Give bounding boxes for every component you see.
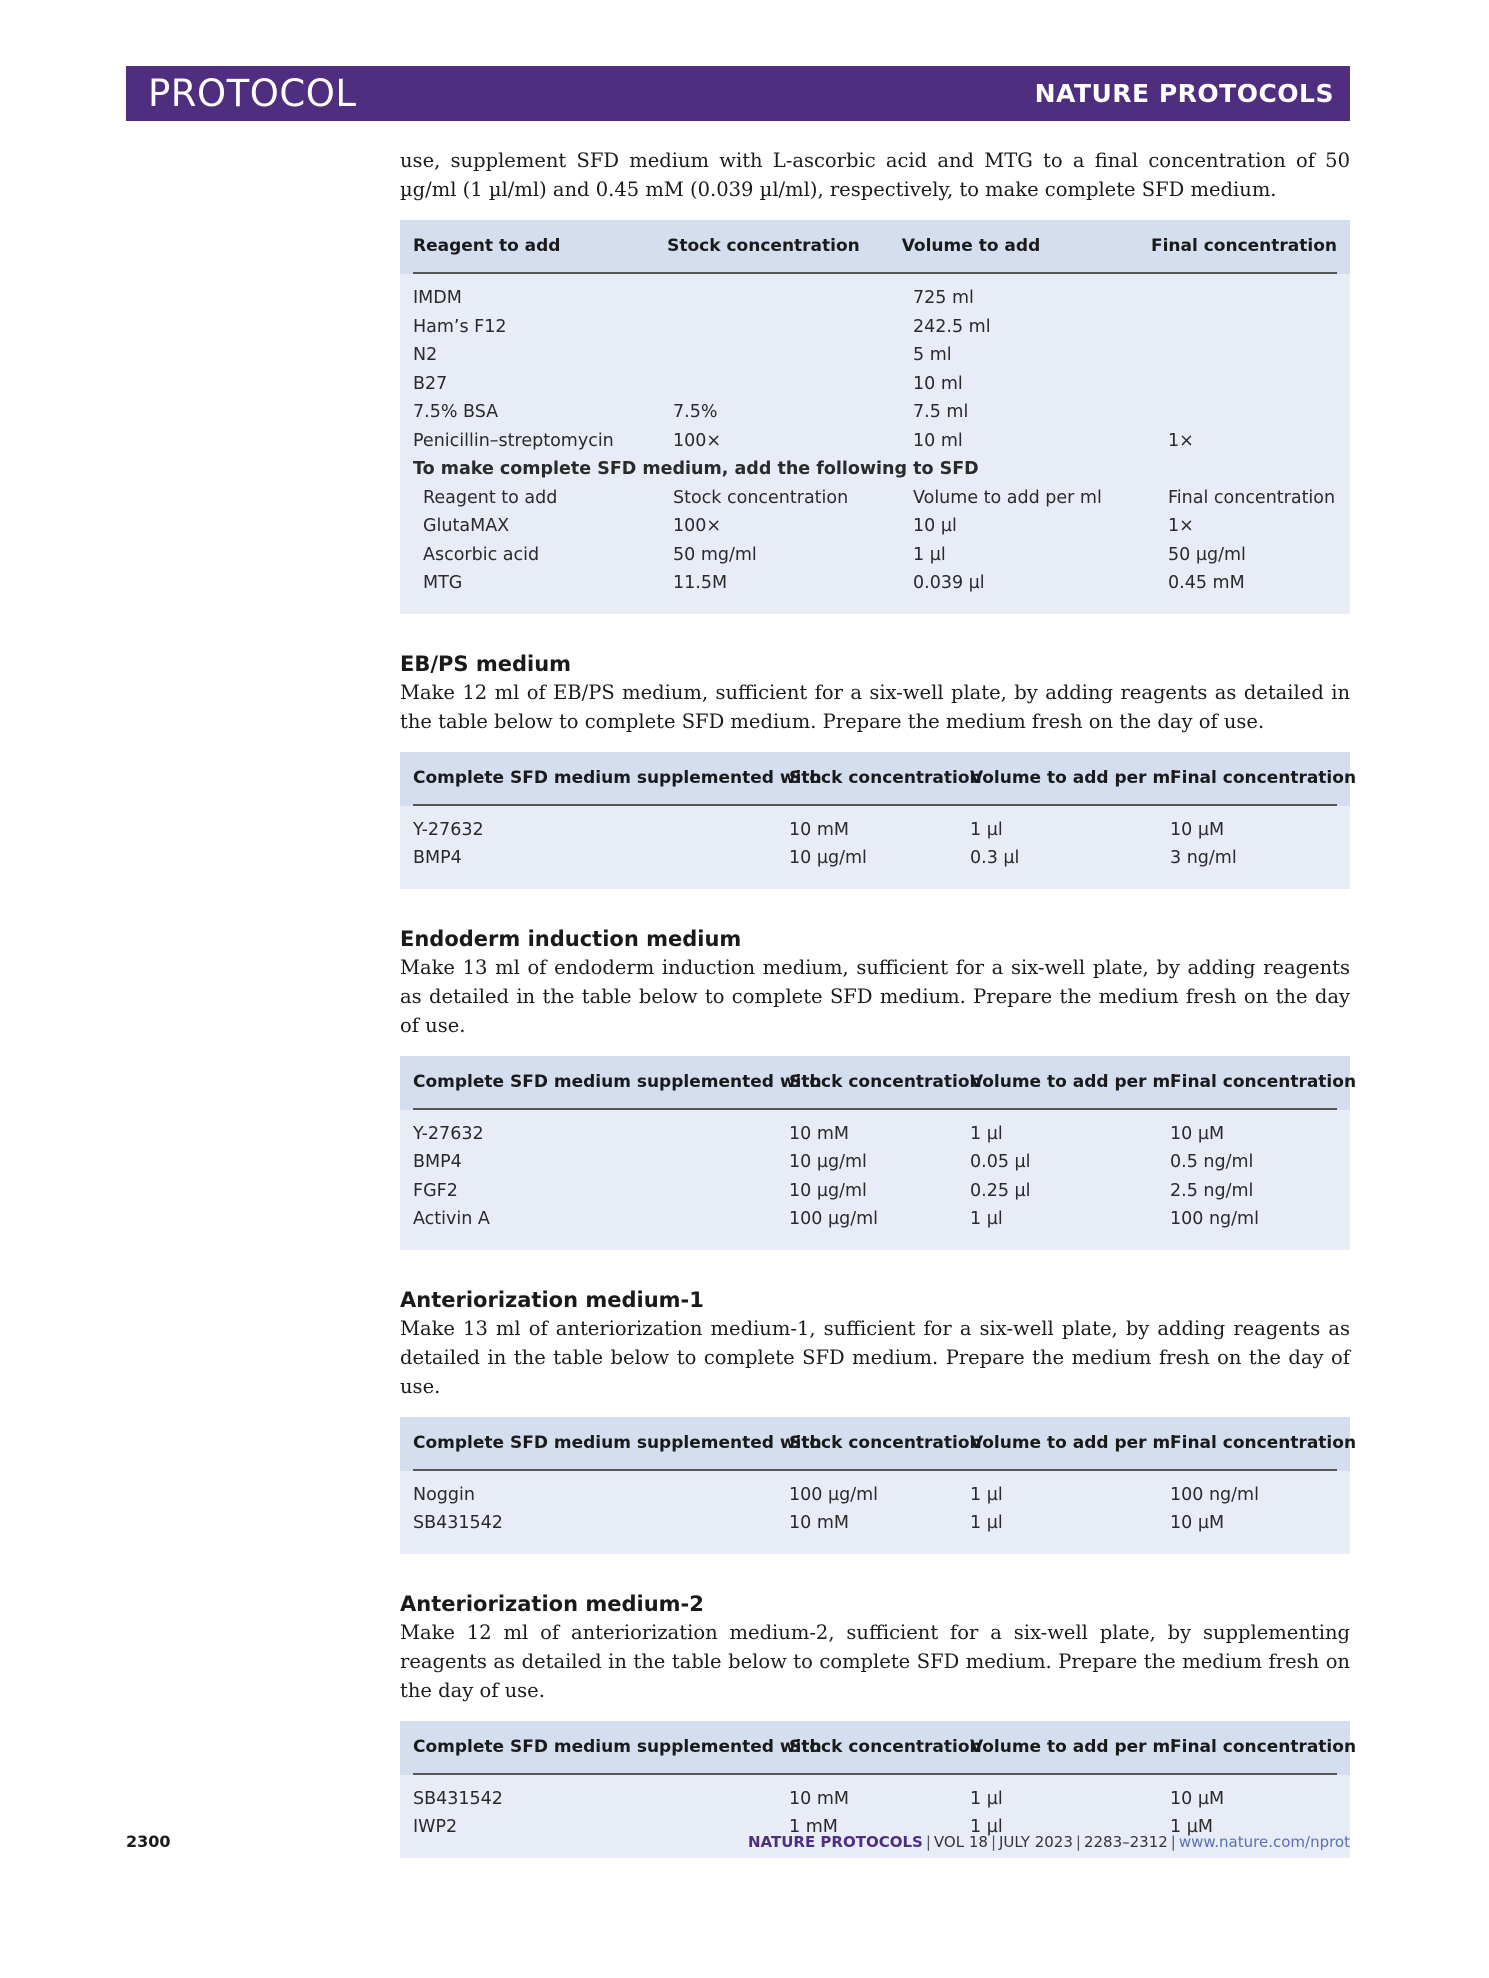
table-cell: 2.5 ng/ml — [1170, 1180, 1254, 1201]
footer-volume: VOL 18 — [933, 1832, 988, 1851]
column-header: Final concentration — [1170, 1736, 1357, 1757]
table-cell: 10 µl — [913, 516, 957, 537]
table-cell: BMP4 — [413, 1152, 462, 1173]
footer-url-link[interactable]: www.nature.com/nprot — [1178, 1832, 1350, 1851]
table-cell: Final concentration — [1168, 487, 1336, 508]
table-header — [400, 1721, 1357, 1775]
table-cell: 7.5% BSA — [413, 402, 499, 423]
table-cell: Y-27632 — [413, 819, 484, 840]
section-paragraph: Make 13 ml of endoderm induction medium, sufficient for a six-well plate, by adding reagents as detailed in the table below to complete SFD medium. Prepare the medium fresh on the day of use. — [400, 955, 1350, 1037]
sub-header-row — [413, 484, 1337, 513]
intro-paragraph: use, supplement SFD medium with L-ascorbic acid and MTG to a final concentration of 50 µg/ml (1 µl/ml) and 0.45 mM (0.039 µl/ml), respectively, to make complete SFD medium. — [400, 149, 1350, 201]
table-cell: 242.5 ml — [913, 316, 991, 337]
column-header: Volume to add — [901, 236, 1041, 256]
section-title: EB/PS medium — [400, 651, 572, 676]
table-cell: 7.5 ml — [913, 402, 969, 423]
table-cell: Ascorbic acid — [423, 544, 540, 565]
table-row — [413, 816, 1337, 845]
table-row — [413, 1481, 1337, 1510]
table-cell: 3 ng/ml — [1170, 848, 1237, 869]
table-cell: FGF2 — [413, 1180, 458, 1201]
table-header — [400, 1417, 1357, 1471]
table-row — [413, 569, 1337, 598]
table-cell: 1 µl — [970, 1817, 1003, 1838]
table-cell: Ham’s F12 — [413, 316, 507, 337]
table-cell: 10 µM — [1170, 1513, 1225, 1534]
column-header: Volume to add per ml — [970, 1736, 1176, 1757]
column-header: Complete SFD medium supplemented with — [413, 1432, 822, 1453]
table-cell: 10 mM — [789, 1123, 849, 1144]
table-cell: 10 µM — [1170, 1123, 1225, 1144]
table-cell: 1 mM — [789, 1817, 838, 1838]
table-row — [413, 1120, 1337, 1149]
table-cell: 1 µM — [1170, 1817, 1213, 1838]
table-header — [400, 220, 1350, 274]
table-cell: SB431542 — [413, 1788, 503, 1809]
table-cell: 100 ng/ml — [1170, 1484, 1259, 1505]
table-cell: 100 µg/ml — [789, 1209, 879, 1230]
table-cell: Stock concentration — [673, 487, 849, 508]
table-cell: 10 µg/ml — [789, 1152, 867, 1173]
table-cell: BMP4 — [413, 848, 462, 869]
table-cell: 7.5% — [673, 402, 718, 423]
table-row — [413, 284, 1337, 313]
table-cell: 11.5M — [673, 573, 728, 594]
supplement-table — [400, 1417, 1357, 1554]
table-cell: Noggin — [413, 1484, 475, 1505]
article-type-label: PROTOCOL — [148, 72, 357, 115]
table-cell: 100× — [673, 516, 722, 537]
table-row — [413, 512, 1337, 541]
table-row — [413, 1205, 1337, 1234]
table-cell: 0.5 ng/ml — [1170, 1152, 1254, 1173]
table-cell: 0.3 µl — [970, 848, 1020, 869]
table-cell: 10 mM — [789, 1513, 849, 1534]
table-cell: 10 ml — [913, 373, 963, 394]
table-cell: 100× — [673, 430, 722, 451]
medium-section — [400, 925, 1357, 1250]
table-cell: 1 µl — [970, 819, 1003, 840]
table-cell: 1× — [1168, 430, 1194, 451]
supplement-table — [400, 752, 1357, 889]
table-cell: Y-27632 — [413, 1123, 484, 1144]
main-content — [400, 146, 1357, 1858]
column-header: Stock concentration — [667, 236, 860, 256]
table-cell: Volume to add per ml — [913, 487, 1102, 508]
section-paragraph: Make 13 ml of anteriorization medium-1, sufficient for a six-well plate, by adding reagents as detailed in the table below to complete SFD medium. Prepare the medium fresh on the day of use. — [400, 1316, 1350, 1398]
column-header: Reagent to add — [413, 236, 561, 256]
table-cell: 100 ng/ml — [1170, 1209, 1259, 1230]
medium-section — [400, 650, 1357, 889]
journal-name-label: NATURE PROTOCOLS — [1034, 79, 1334, 108]
table-row — [413, 313, 1337, 342]
table-body — [413, 274, 1337, 598]
table-cell: 1× — [1168, 516, 1194, 537]
table-row — [413, 541, 1337, 570]
table-cell: 0.05 µl — [970, 1152, 1031, 1173]
section-title: Anteriorization medium-2 — [400, 1591, 704, 1616]
column-header: Complete SFD medium supplemented with — [413, 1071, 822, 1092]
table-cell: 0.039 µl — [913, 573, 985, 594]
table-row — [413, 1509, 1337, 1538]
section-title: Anteriorization medium-1 — [400, 1287, 704, 1312]
table-cell: Penicillin–streptomycin — [413, 430, 614, 451]
section-paragraph: Make 12 ml of EB/PS medium, sufficient for a six-well plate, by adding reagents as detailed in the table below to complete SFD medium. Prepare the medium fresh on the day of use. — [400, 680, 1350, 733]
table-row — [413, 370, 1337, 399]
table-body — [413, 1471, 1337, 1538]
page-footer — [126, 1832, 1350, 1851]
table-cell: 10 mM — [789, 819, 849, 840]
table-cell: 10 µM — [1170, 819, 1225, 840]
column-header: Volume to add per ml — [970, 1432, 1176, 1453]
column-header: Complete SFD medium supplemented with — [413, 767, 822, 788]
table-cell: Activin A — [413, 1209, 490, 1230]
table-row — [413, 427, 1337, 456]
table-cell: 50 µg/ml — [1168, 544, 1246, 565]
table-cell: N2 — [413, 345, 438, 366]
column-header: Final concentration — [1150, 236, 1337, 256]
table-row — [413, 1177, 1337, 1206]
page-number: 2300 — [126, 1832, 171, 1851]
table-header — [400, 752, 1357, 806]
medium-sections — [400, 650, 1357, 1858]
supplement-table — [400, 1056, 1357, 1250]
table-cell: 10 µg/ml — [789, 1180, 867, 1201]
table-cell: 1 µl — [970, 1123, 1003, 1144]
column-header: Stock concentration — [789, 1736, 982, 1757]
table-cell: 10 µM — [1170, 1788, 1225, 1809]
medium-section — [400, 1286, 1357, 1554]
column-header: Stock concentration — [789, 1071, 982, 1092]
table-cell: 10 µg/ml — [789, 848, 867, 869]
table-cell: Reagent to add — [423, 487, 558, 508]
table-cell: 10 ml — [913, 430, 963, 451]
column-header: Complete SFD medium supplemented with — [413, 1736, 822, 1757]
column-header: Final concentration — [1170, 767, 1357, 788]
section-title: Endoderm induction medium — [400, 926, 742, 951]
sub-heading: To make complete SFD medium, add the following to SFD — [413, 459, 979, 480]
table-row — [413, 1148, 1337, 1177]
table-cell: SB431542 — [413, 1513, 503, 1534]
table-cell: 725 ml — [913, 288, 974, 309]
table-row — [413, 398, 1337, 427]
table-cell: 100 µg/ml — [789, 1484, 879, 1505]
table-cell: 1 µl — [970, 1788, 1003, 1809]
column-header: Final concentration — [1170, 1071, 1357, 1092]
column-header: Stock concentration — [789, 767, 982, 788]
table-cell: 50 mg/ml — [673, 544, 757, 565]
table-row — [413, 844, 1337, 873]
table-cell: 10 mM — [789, 1788, 849, 1809]
header-bar — [126, 66, 1350, 121]
table-cell: 0.25 µl — [970, 1180, 1031, 1201]
sfd-medium-table — [400, 220, 1350, 614]
section-paragraph: Make 12 ml of anteriorization medium-2, sufficient for a six-well plate, by supplementing reagents as detailed in the table below to complete SFD medium. Prepare the medium fresh on the day of use. — [400, 1620, 1350, 1702]
table-cell: 1 µl — [913, 544, 946, 565]
table-cell: 0.45 mM — [1168, 573, 1245, 594]
table-row — [413, 1785, 1337, 1814]
table-cell: 1 µl — [970, 1513, 1003, 1534]
column-header: Stock concentration — [789, 1432, 982, 1453]
column-header: Volume to add per ml — [970, 767, 1176, 788]
medium-section — [400, 1590, 1357, 1858]
table-cell: 1 µl — [970, 1484, 1003, 1505]
table-header — [400, 1056, 1357, 1110]
table-cell: GlutaMAX — [423, 516, 510, 537]
table-cell: B27 — [413, 373, 448, 394]
table-body — [413, 806, 1337, 873]
citation: NATURE PROTOCOLS | VOL 18 | JULY 2023 | 2283–2312 | www.nature.com/nprot — [748, 1832, 1350, 1851]
footer-date: JULY 2023 — [999, 1832, 1073, 1851]
footer-pages: 2283–2312 — [1083, 1832, 1168, 1851]
table-cell: MTG — [423, 573, 463, 594]
footer-journal: NATURE PROTOCOLS — [748, 1832, 923, 1851]
column-header: Final concentration — [1170, 1432, 1357, 1453]
table-cell: IMDM — [413, 288, 462, 309]
table-row — [413, 341, 1337, 370]
sub-heading-row — [413, 455, 1337, 484]
table-cell: 1 µl — [970, 1209, 1003, 1230]
table-cell: IWP2 — [413, 1817, 458, 1838]
table-cell: 5 ml — [913, 345, 952, 366]
column-header: Volume to add per ml — [970, 1071, 1176, 1092]
table-body — [413, 1110, 1337, 1234]
